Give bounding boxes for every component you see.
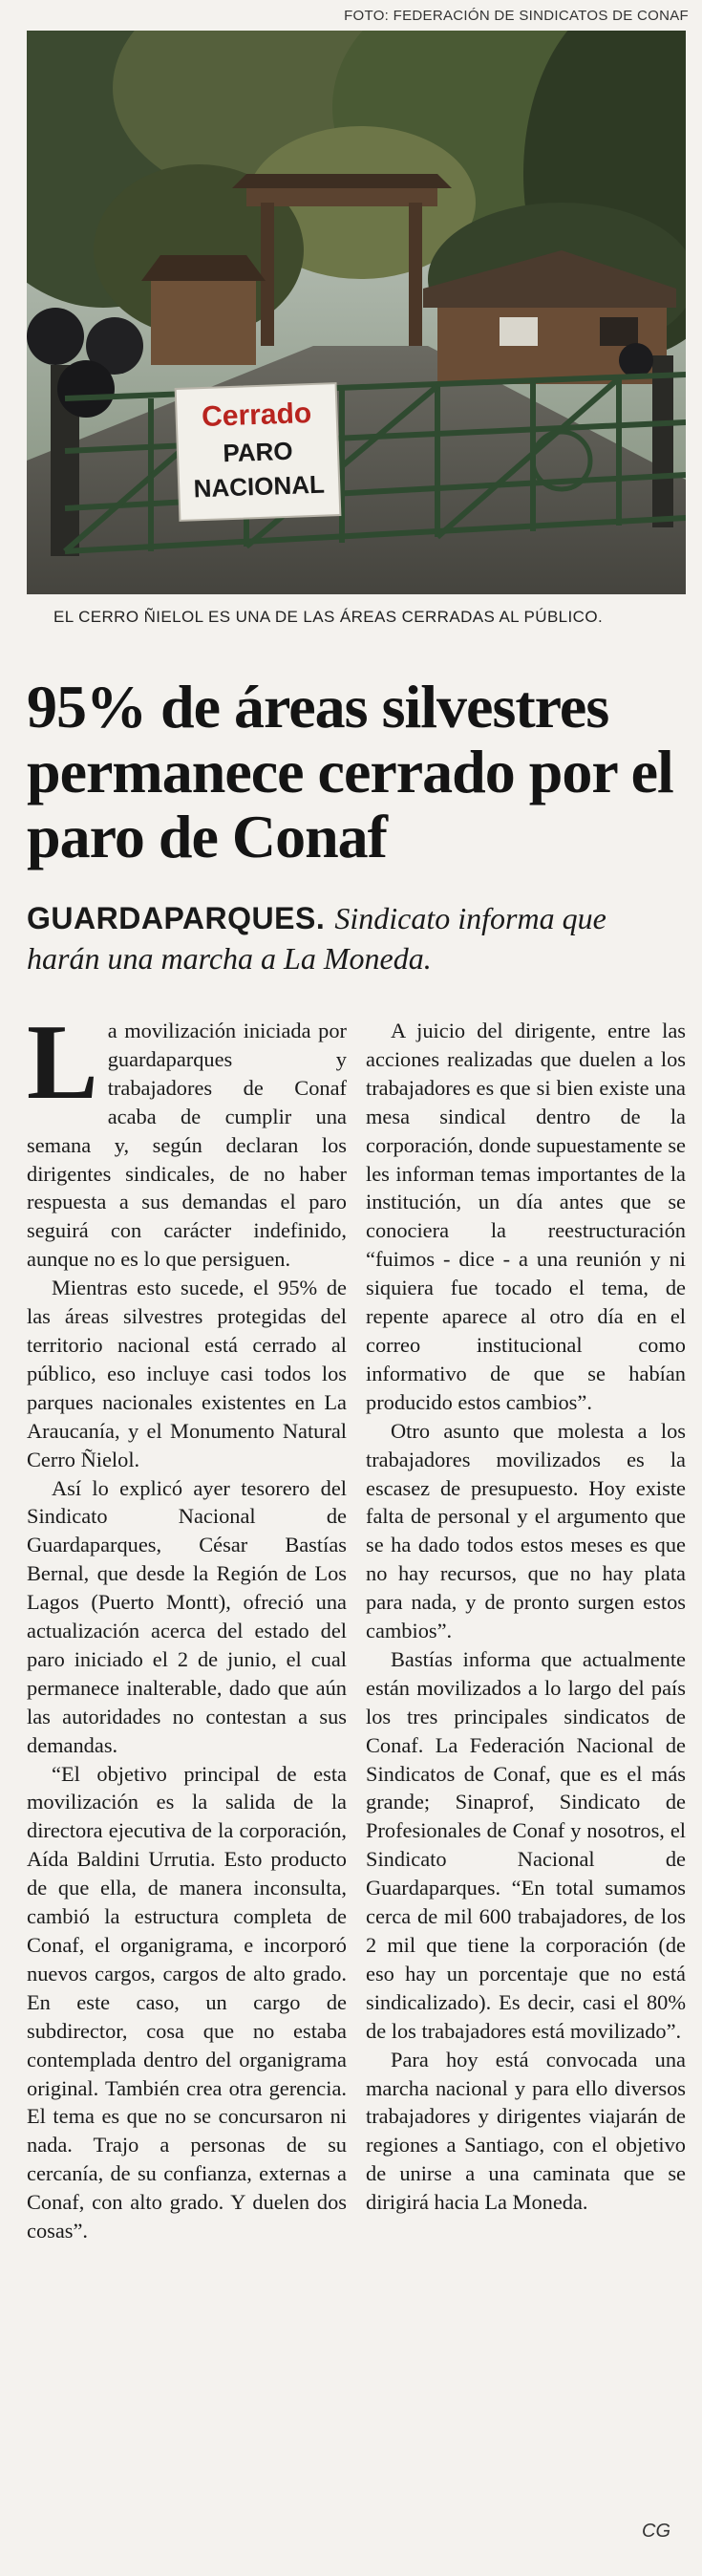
end-of-article-mark: CG	[642, 2521, 670, 2542]
body-paragraph: Para hoy está convocada una marcha nacional y para ello diversos trabajadores y dirigentes viajarán de regiones a Santiago, con el objetivo de unirse a una caminata que se dirigirá hacia La Moneda.	[366, 2047, 686, 2215]
park-gate-photo	[27, 31, 686, 594]
deck	[27, 898, 686, 978]
body-paragraph-text: a movilización iniciada por guardaparques y trabajadores de Conaf acaba de cumplir una semana y, según declaran los dirigentes sindicales, de no haber respuesta a sus demandas el paro seguirá con carácter indefinido, aunque no es lo que persiguen.	[27, 1019, 347, 1272]
body-paragraph: Así lo explicó ayer tesorero del Sindicato Nacional de Guardaparques, César Bastías Bernal, que desde la Región de Los Lagos (Puerto Montt), ofreció una actualización acerca del estado del paro iniciado el 2 de junio, el cual permanece inalterable, dado que aún las autoridades no contestan a sus demandas.	[27, 1475, 347, 1757]
body-paragraph: A juicio del dirigente, entre las acciones realizadas que duelen a los trabajadores es que si bien existe una mesa sindical dentro de la corporación, donde supuestamente se les informan temas importantes de la institución, un día antes que se conociera la reestructuración “fuimos - dice - a una reunión y ni siquiera fue tocado el tema, de repente aparece al otro día en el correo institucional como informativo de que se habían producido estos cambios”.	[366, 1019, 686, 1414]
article-photo	[27, 31, 686, 594]
body-column-right	[366, 1017, 686, 2217]
headline: 95% de áreas silvestres permanece cerrado por el paro de Conaf	[27, 673, 673, 870]
sign-text-paro: PARO	[222, 436, 294, 468]
body-column-left	[27, 1003, 347, 2245]
body-paragraph: Bastías informa que actualmente están movilizados a lo largo del país los tres principales sindicatos de Conaf. La Federación Nacional de Sindicatos de Conaf, que es el más grande; Sinaprof, Sindicato de Profesionales de Conaf y nosotros, el Sindicato Nacional de Guardaparques. “En total sumamos cerca de mil 600 trabajadores, de los 2 mil que tiene la corporación (de eso hay un porcentaje que no está sindicalizado). Es decir, casi el 80% de los trabajadores está movilizado”.	[366, 1646, 686, 2043]
body-paragraph: “El objetivo principal de esta movilización es la salida de la directora ejecutiva de la corporación, Aída Baldini Urrutia. Esto producto de que ella, de manera inconsulta, cambió la estructura completa de Conaf, el organigrama, e incorporó nuevos cargos, cargos de alto grado. En este caso, un cargo de subdirector, cosa que no estaba contemplada dentro del organigrama original. También crea otra gerencia. El tema es que no se concursaron ni nada. Trajo a personas de su cercanía, de su confianza, externas a Conaf, con alto grado. Y duelen dos cosas”.	[27, 1761, 347, 2243]
deck-subheadline: Sindicato informa que harán una marcha a La Moneda.	[27, 901, 606, 976]
photo-caption: EL CERRO ÑIELOL ES UNA DE LAS ÁREAS CERRADAS AL PÚBLICO.	[53, 608, 604, 626]
body-paragraph: Mientras esto sucede, el 95% de las áreas silvestres protegidas del territorio nacional está cerrado al público, eso incluye casi todos los parques nacionales existentes en La Araucanía, y el Monumento Natural Cerro Ñielol.	[27, 1276, 347, 1471]
deck-kicker: GUARDAPARQUES.	[27, 901, 326, 935]
photo-credit: FOTO: FEDERACIÓN DE SINDICATOS DE CONAF	[344, 8, 689, 24]
sign-text-cerrado: Cerrado	[201, 397, 312, 434]
body-paragraph	[27, 1003, 347, 1274]
body-paragraph: Otro asunto que molesta a los trabajadores movilizados es la escasez de presupuesto. Hoy existe falta de personal y el argumento que se ha dado todos estos meses es que no hay recursos, que no hay plata para nada, y de pronto surgen estos cambios”.	[366, 1418, 686, 1643]
sign-text-nacional: NACIONAL	[193, 469, 326, 504]
drop-cap: L	[27, 1003, 98, 1122]
